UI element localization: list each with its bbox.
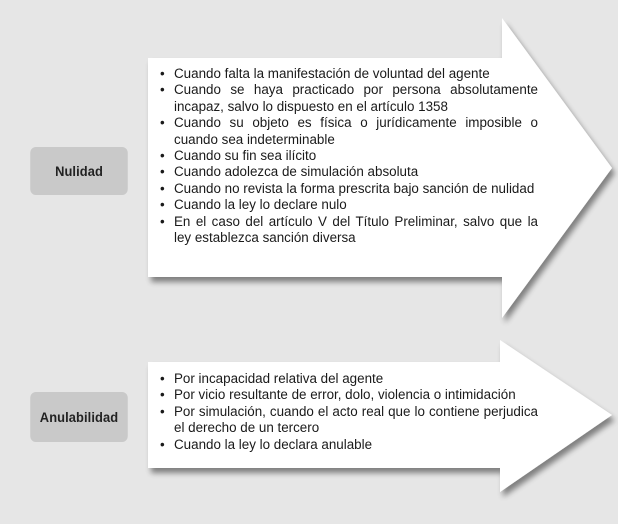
anulabilidad-label-box bbox=[30, 392, 128, 442]
list-item: • Cuando la ley lo declara anulable bbox=[160, 437, 538, 453]
list-item: • En el caso del artículo V del Título Preliminar, salvo que la ley establezca sanción diversa bbox=[160, 214, 538, 247]
nulidad-label: Nulidad bbox=[55, 163, 103, 179]
anulabilidad-label: Anulabilidad bbox=[39, 409, 119, 425]
list-item: • Cuando no revista la forma prescrita bajo sanción de nulidad bbox=[160, 181, 538, 197]
list-item: • Cuando la ley lo declare nulo bbox=[160, 197, 538, 213]
nulidad-label-box bbox=[30, 147, 128, 195]
list-item: • Cuando falta la manifestación de voluntad del agente bbox=[160, 66, 538, 82]
list-item: • Por simulación, cuando el acto real que lo contiene perjudica el derecho de un tercero bbox=[160, 404, 538, 437]
anulabilidad-list bbox=[160, 371, 538, 453]
list-item: • Por vicio resultante de error, dolo, violencia o intimidación bbox=[160, 387, 538, 403]
list-item: • Cuando su objeto es física o jurídicamente imposible o cuando sea indeterminable bbox=[160, 115, 538, 148]
list-item: • Cuando su fin sea ilícito bbox=[160, 148, 538, 164]
nulidad-list bbox=[160, 66, 538, 246]
list-item: • Por incapacidad relativa del agente bbox=[160, 371, 538, 387]
list-item: • Cuando se haya practicado por persona absolutamente incapaz, salvo lo dispuesto en el artículo 1358 bbox=[160, 82, 538, 115]
list-item: • Cuando adolezca de simulación absoluta bbox=[160, 164, 538, 180]
